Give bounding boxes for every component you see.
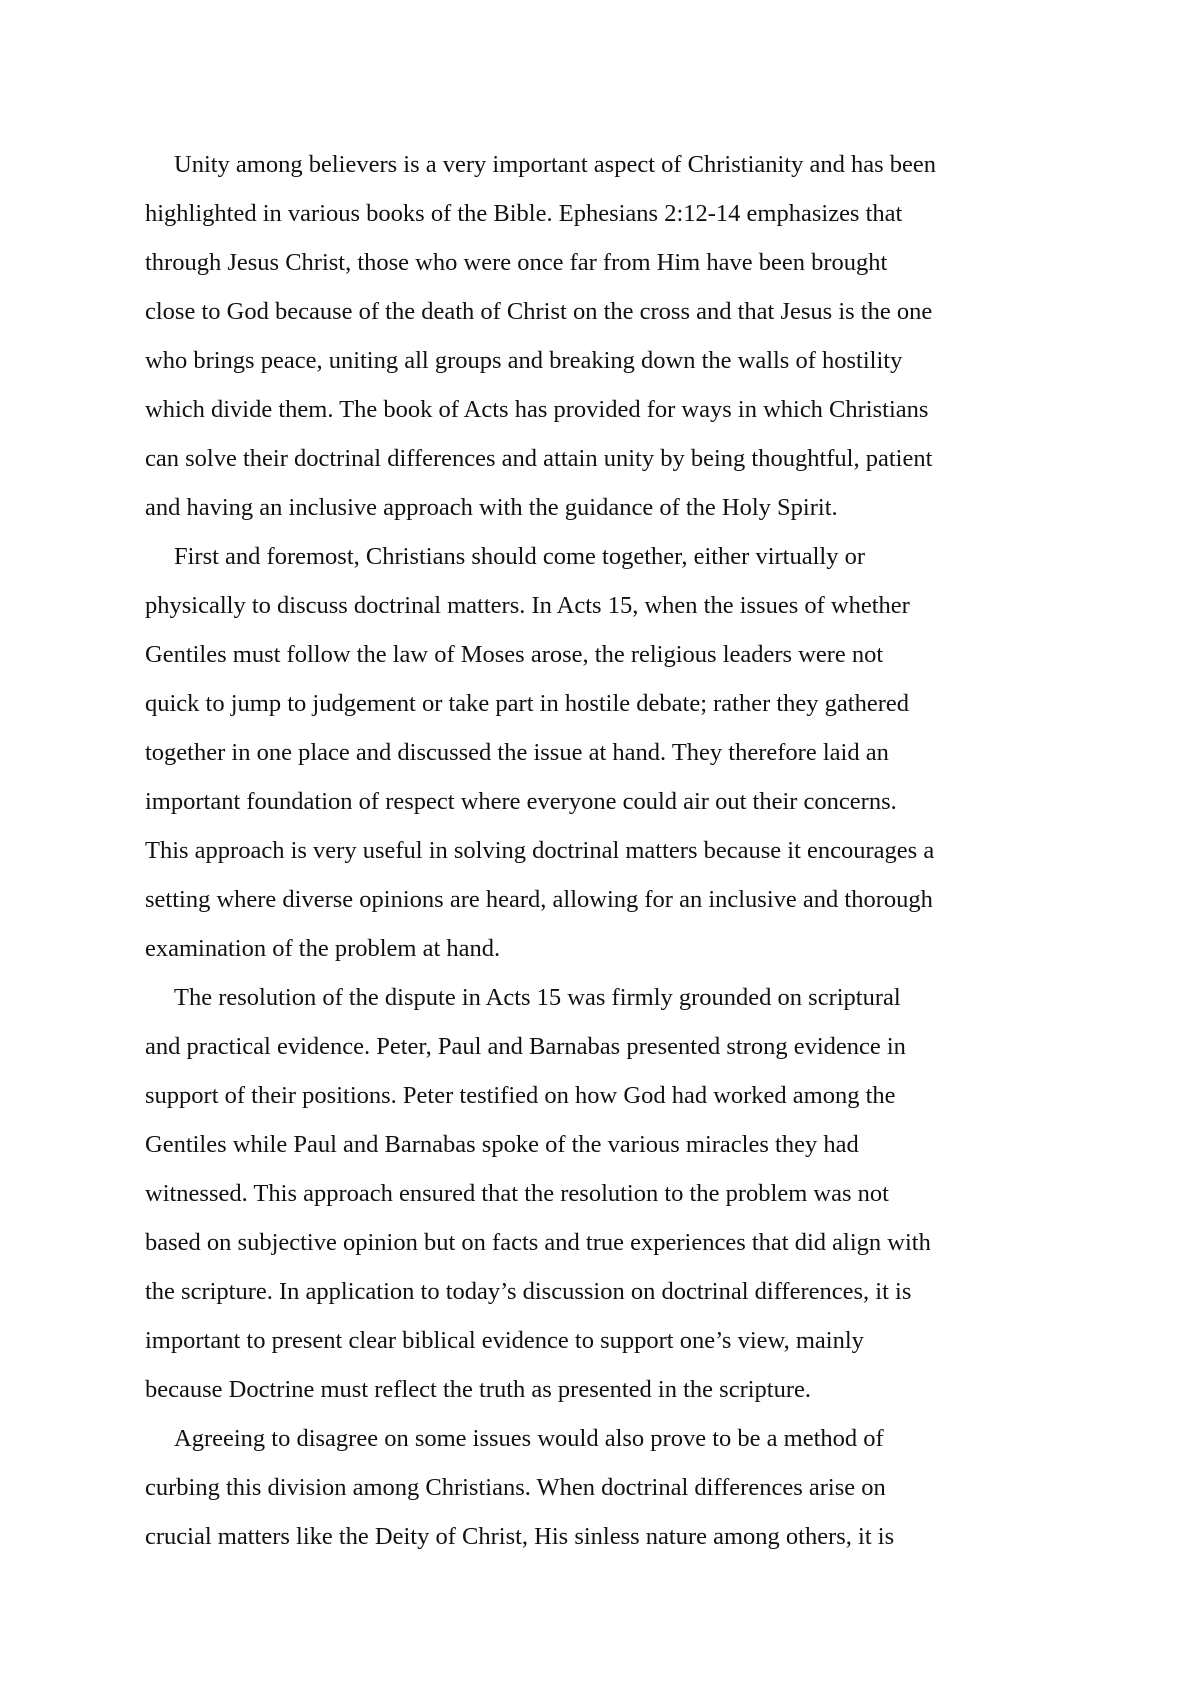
text-line: curbing this division among Christians. When doctrinal differences arise on <box>145 1474 886 1501</box>
text-line: can solve their doctrinal differences and attain unity by being thoughtful, patient <box>145 445 933 472</box>
text-line: together in one place and discussed the issue at hand. They therefore laid an <box>145 739 889 766</box>
text-line: based on subjective opinion but on facts and true experiences that did align with <box>145 1229 931 1256</box>
text-line: support of their positions. Peter testified on how God had worked among the <box>145 1082 896 1109</box>
text-line: physically to discuss doctrinal matters. In Acts 15, when the issues of whether <box>145 592 910 619</box>
text-line: the scripture. In application to today’s discussion on doctrinal differences, it is <box>145 1278 912 1305</box>
text-line: and having an inclusive approach with the guidance of the Holy Spirit. <box>145 494 838 521</box>
text-line: and practical evidence. Peter, Paul and Barnabas presented strong evidence in <box>145 1033 906 1060</box>
text-line: quick to jump to judgement or take part in hostile debate; rather they gathered <box>145 690 910 717</box>
text-line: because Doctrine must reflect the truth as presented in the scripture. <box>145 1376 812 1403</box>
text-line: examination of the problem at hand. <box>145 935 501 962</box>
text-line: close to God because of the death of Christ on the cross and that Jesus is the one <box>145 298 933 325</box>
text-line: Unity among believers is a very important aspect of Christianity and has been <box>174 151 937 178</box>
text-line: through Jesus Christ, those who were once far from Him have been brought <box>145 249 888 276</box>
text-line: Agreeing to disagree on some issues would also prove to be a method of <box>174 1425 884 1452</box>
text-line: witnessed. This approach ensured that the resolution to the problem was not <box>145 1180 889 1207</box>
text-line: which divide them. The book of Acts has provided for ways in which Christians <box>145 396 929 423</box>
text-line: Gentiles must follow the law of Moses arose, the religious leaders were not <box>145 641 884 668</box>
text-line: important foundation of respect where everyone could air out their concerns. <box>145 788 897 815</box>
text-line: Gentiles while Paul and Barnabas spoke of the various miracles they had <box>145 1131 859 1158</box>
text-line: This approach is very useful in solving doctrinal matters because it encourages a <box>145 837 935 864</box>
text-line: crucial matters like the Deity of Christ, His sinless nature among others, it is <box>145 1523 895 1550</box>
text-line: important to present clear biblical evidence to support one’s view, mainly <box>145 1327 864 1354</box>
text-line: The resolution of the dispute in Acts 15 was firmly grounded on scriptural <box>174 984 901 1011</box>
text-line: First and foremost, Christians should come together, either virtually or <box>174 543 866 570</box>
text-line: highlighted in various books of the Bible. Ephesians 2:12-14 emphasizes that <box>145 200 903 227</box>
text-line: setting where diverse opinions are heard, allowing for an inclusive and thorough <box>145 886 933 913</box>
text-line: who brings peace, uniting all groups and breaking down the walls of hostility <box>145 347 903 374</box>
